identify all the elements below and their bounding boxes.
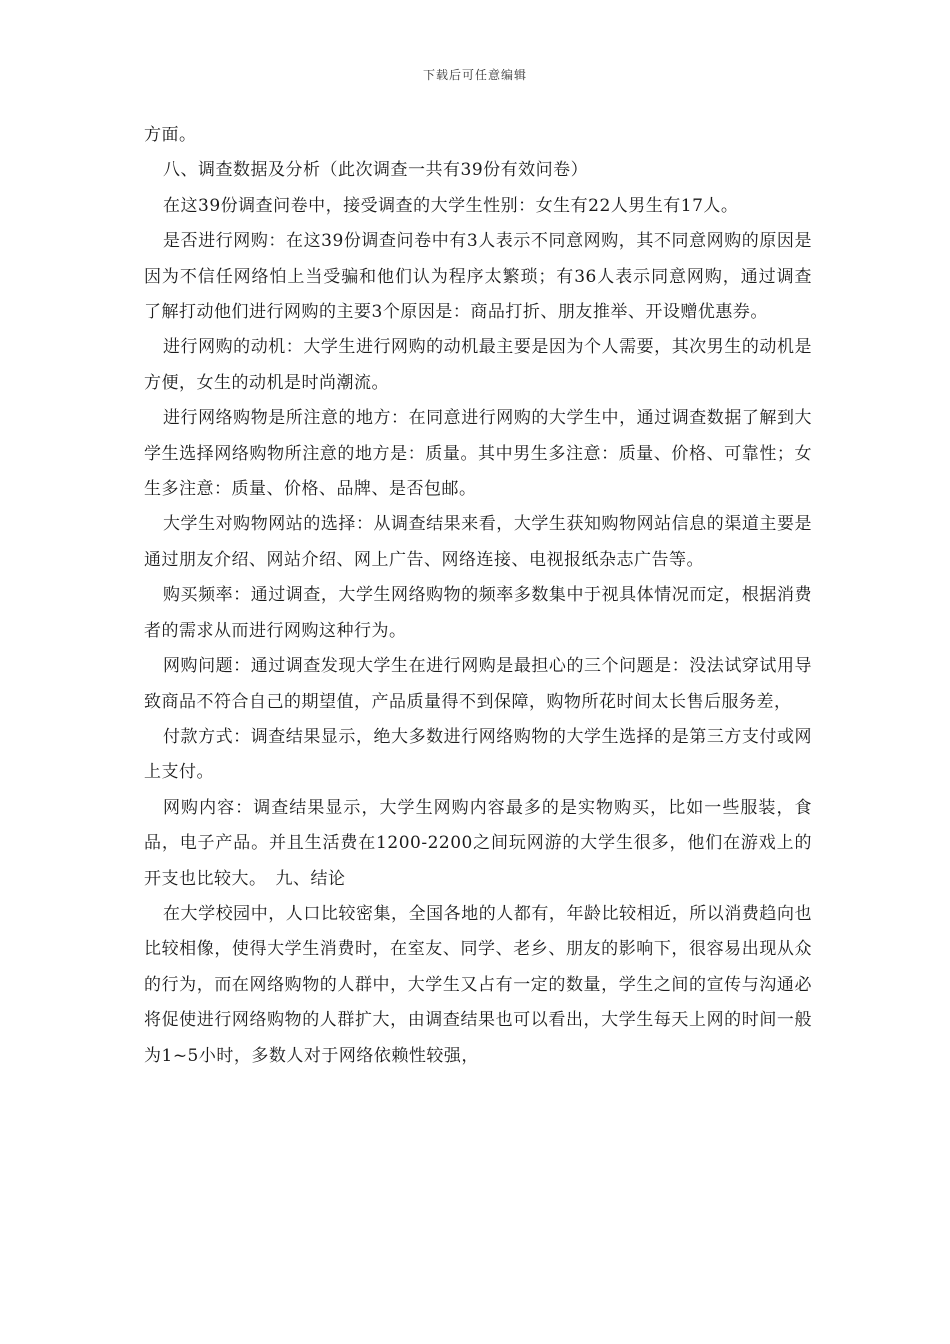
paragraph: 进行网购的动机：大学生进行网购的动机最主要是因为个人需要，其次男生的动机是方便，女生的动机是时尚潮流。 [144,337,812,393]
paragraph: 购买频率：通过调查，大学生网络购物的频率多数集中于视具体情况而定，根据消费者的需求从而进行网购这种行为。 [144,585,812,641]
page-header: 下载后可任意编辑 [422,68,527,82]
paragraph: 网购内容：调查结果显示，大学生网购内容最多的是实物购买，比如一些服装，食品，电子产品。并且生活费在1200-2200之间玩网游的大学生很多，他们在游戏上的开支也比较大。 九、结论 [144,797,812,889]
paragraph: 是否进行网购：在这39份调查问卷中有3人表示不同意网购，其不同意网购的原因是因为不信任网络怕上当受骗和他们认为程序太繁琐；有36人表示同意网购，通过调查了解打动他们进行网购的主要3个原因是：商品打折、朋友推举、开设赠优惠券。 [144,231,812,323]
paragraph: 在大学校园中，人口比较密集，全国各地的人都有，年龄比较相近，所以消费趋向也比较相像，使得大学生消费时，在室友、同学、老乡、朋友的影响下，很容易出现从众的行为，而在网络购物的人群中，大学生又占有一定的数量，学生之间的宣传与沟通必将促使进行网络购物的人群扩大，由调查结果也可以看出，大学生每天上网的时间一般为1~5小时，多数人对于网络依赖性较强， [144,903,812,1066]
paragraph: 进行网络购物是所注意的地方：在同意进行网购的大学生中，通过调查数据了解到大学生选择网络购物所注意的地方是：质量。其中男生多注意：质量、价格、可靠性；女生多注意：质量、价格、品牌、是否包邮。 [144,408,812,500]
paragraph: 网购问题：通过调查发现大学生在进行网购是最担心的三个问题是：没法试穿试用导致商品不符合自己的期望值，产品质量得不到保障，购物所花时间太长售后服务差， [144,656,812,712]
paragraph: 在这39份调查问卷中，接受调查的大学生性别：女生有22人男生有17人。 [163,195,739,216]
paragraph: 付款方式：调查结果显示，绝大多数进行网络购物的大学生选择的是第三方支付或网上支付。 [144,726,812,783]
section-heading: 八、调查数据及分析（此次调查一共有39份有效问卷） [163,160,589,181]
paragraph: 方面。 [144,125,197,145]
document-body [144,118,812,1074]
paragraph: 大学生对购物网站的选择：从调查结果来看，大学生获知购物网站信息的渠道主要是通过朋友介绍、网站介绍、网上广告、网络连接、电视报纸杂志广告等。 [144,514,812,570]
